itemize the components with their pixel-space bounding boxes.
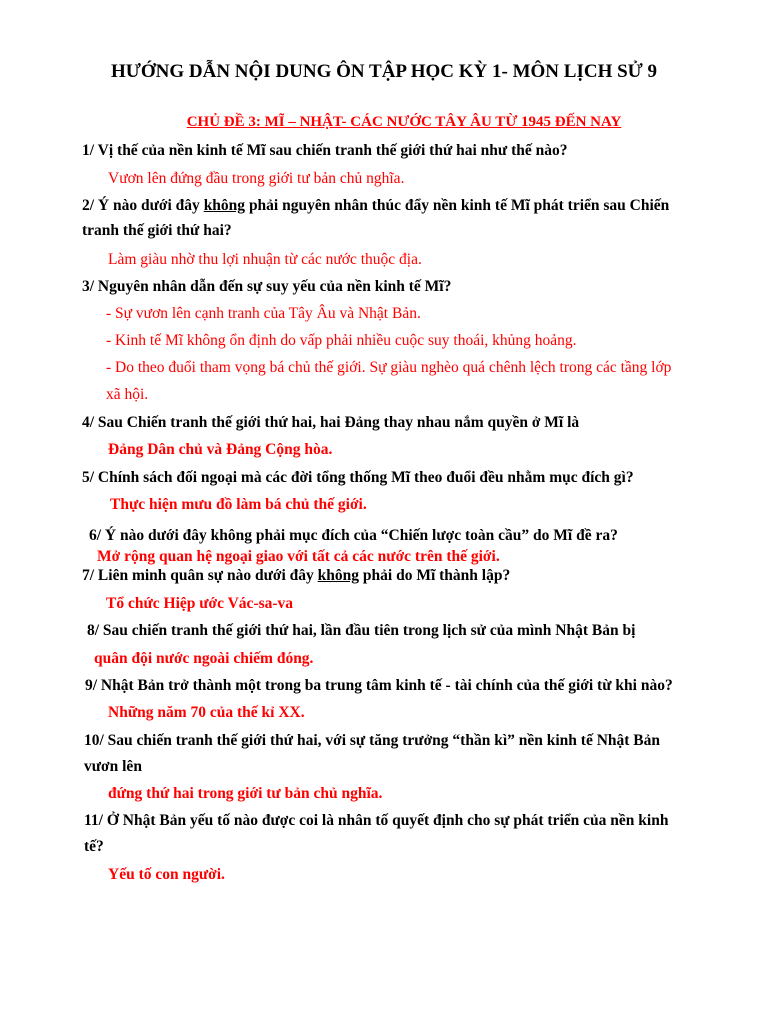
- question-10-line-2: vươn lên: [84, 758, 142, 775]
- question-8: 8/ Sau chiến tranh thế giới thứ hai, lần đầu tiên trong lịch sử của mình Nhật Bản bị: [87, 622, 636, 639]
- answer-3-item-2: - Kinh tế Mĩ không ổn định do vấp phải nhiều cuộc suy thoái, khủng hoảng.: [106, 332, 577, 349]
- answer-5: Thực hiện mưu đồ làm bá chủ thế giới.: [110, 496, 367, 513]
- question-7-emphasis: không: [317, 567, 360, 584]
- document-title: HƯỚNG DẪN NỘI DUNG ÔN TẬP HỌC KỲ 1- MÔN LỊCH SỬ 9: [110, 61, 658, 82]
- question-2: [82, 198, 669, 214]
- question-4: 4/ Sau Chiến tranh thế giới thứ hai, hai Đảng thay nhau nắm quyền ở Mĩ là: [82, 414, 580, 431]
- answer-11: Yếu tố con người.: [108, 866, 225, 883]
- answer-3-item-3-cont: xã hội.: [106, 386, 149, 403]
- answer-7: Tổ chức Hiệp ước Vác-sa-va: [106, 595, 294, 612]
- question-7: [82, 568, 510, 584]
- answer-2: Làm giàu nhờ thu lợi nhuận từ các nước thuộc địa.: [108, 251, 422, 268]
- answer-9: Những năm 70 của thế kỉ XX.: [108, 704, 305, 721]
- question-3: 3/ Nguyên nhân dẫn đến sự suy yếu của nền kinh tế Mĩ?: [82, 278, 452, 295]
- question-7-part-1: 7/ Liên minh quân sự nào dưới đây: [82, 567, 318, 584]
- answer-3-item-1: - Sự vươn lên cạnh tranh của Tây Âu và Nhật Bản.: [106, 305, 421, 322]
- question-11: 11/ Ở Nhật Bản yếu tố nào được coi là nhân tố quyết định cho sự phát triển của nền kinh: [84, 812, 669, 829]
- answer-6: Mở rộng quan hệ ngoại giao với tất cả các nước trên thế giới.: [97, 548, 500, 565]
- question-2-line-2: tranh thế giới thứ hai?: [82, 222, 232, 239]
- topic-heading: CHỦ ĐỀ 3: MĨ – NHẬT- CÁC NƯỚC TÂY ÂU TỪ 1945 ĐẾN NAY: [186, 114, 622, 130]
- question-2-part-1: 2/ Ý nào dưới đây: [82, 197, 204, 214]
- answer-10: đứng thứ hai trong giới tư bản chủ nghĩa.: [108, 785, 383, 802]
- question-7-part-2: phải do Mĩ thành lập?: [359, 567, 511, 584]
- answer-3-item-3: - Do theo đuổi tham vọng bá chủ thế giới. Sự giàu nghèo quá chênh lệch trong các tầng lớp: [106, 359, 672, 376]
- question-5: 5/ Chính sách đối ngoại mà các đời tổng thống Mĩ theo đuổi đều nhằm mục đích gì?: [82, 469, 634, 486]
- question-9: 9/ Nhật Bản trở thành một trong ba trung tâm kinh tế - tài chính của thế giới từ khi nào?: [85, 677, 673, 694]
- question-1: 1/ Vị thế của nền kinh tế Mĩ sau chiến tranh thế giới thứ hai như thế nào?: [82, 142, 568, 159]
- question-10: 10/ Sau chiến tranh thế giới thứ hai, với sự tăng trưởng “thần kì” nền kinh tế Nhật Bản: [84, 732, 661, 749]
- question-11-line-2: tế?: [84, 838, 104, 855]
- question-2-emphasis: không: [203, 197, 246, 214]
- question-2-part-2: phải nguyên nhân thúc đẩy nền kinh tế Mĩ phát triển sau Chiến: [245, 197, 670, 214]
- question-6: 6/ Ý nào dưới đây không phải mục đích của “Chiến lược toàn cầu” do Mĩ đề ra?: [89, 527, 618, 544]
- answer-8: quân đội nước ngoài chiếm đóng.: [94, 650, 314, 667]
- answer-1: Vươn lên đứng đầu trong giới tư bản chủ nghĩa.: [108, 170, 405, 187]
- answer-4: Đảng Dân chủ và Đảng Cộng hòa.: [108, 441, 333, 458]
